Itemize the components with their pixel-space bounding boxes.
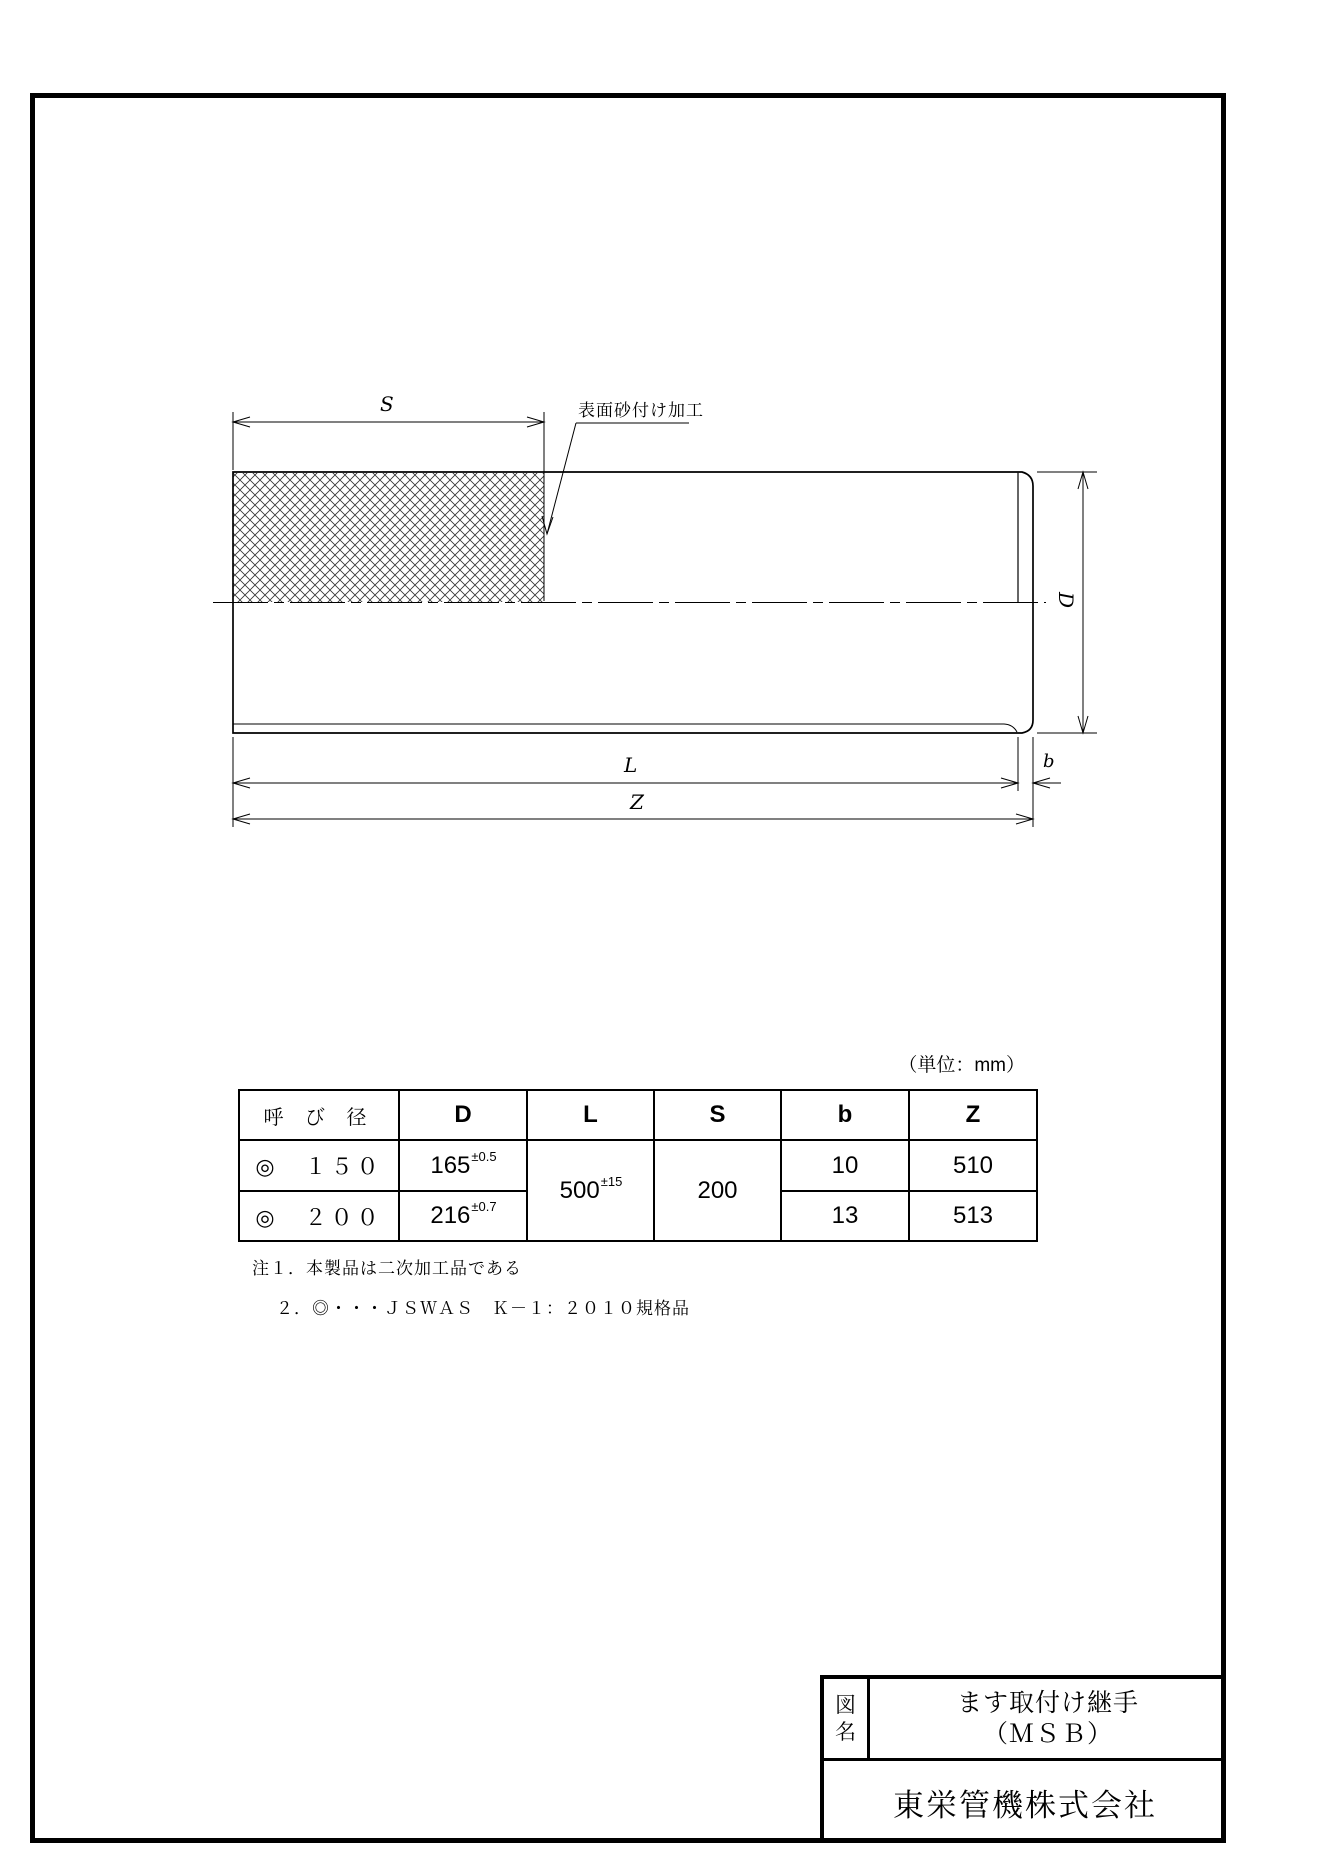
drawing-title-cell — [870, 1679, 1226, 1758]
company-name: 東栄管機株式会社 — [893, 1787, 1157, 1823]
cell-z-513: 513 — [909, 1191, 1037, 1241]
dimension-z — [233, 814, 1033, 824]
cell-b-10: 10 — [781, 1140, 909, 1191]
surface-treatment-note: 表面砂付け加工 — [578, 401, 704, 420]
inner-wall-line — [233, 724, 1017, 732]
cell-z-510: 510 — [909, 1140, 1037, 1191]
dim-label-s: S — [380, 392, 394, 416]
d-tolerance: ±0.7 — [471, 1199, 497, 1214]
l-value: 500 — [559, 1176, 600, 1204]
dim-label-b: b — [1043, 751, 1055, 772]
cell-b-13: 13 — [781, 1191, 909, 1241]
l-tolerance: ±15 — [600, 1173, 623, 1189]
col-header-size: 呼 び 径 — [239, 1090, 399, 1140]
dimension-b — [1033, 778, 1061, 788]
spec-table — [238, 1089, 1038, 1242]
drawing-name-label-cell — [824, 1679, 870, 1758]
cell-d-165 — [399, 1140, 527, 1191]
col-header-b: b — [781, 1090, 909, 1140]
sand-coating-hatch — [234, 473, 544, 602]
drawing-title-code: （ＭＳＢ） — [982, 1719, 1113, 1748]
cell-d-216 — [399, 1191, 527, 1241]
d-value: 216 — [430, 1202, 471, 1229]
col-header-l: L — [527, 1090, 654, 1140]
table-header-row — [239, 1090, 1037, 1140]
dim-label-z: Z — [630, 790, 644, 814]
cell-size-150: ◎ １５０ — [239, 1140, 399, 1191]
d-tolerance: ±0.5 — [471, 1148, 497, 1164]
note-1: 注１．本製品は二次加工品である — [252, 1259, 522, 1278]
dim-label-d: D — [1054, 591, 1079, 609]
col-header-s: S — [654, 1090, 781, 1140]
title-block — [820, 1675, 1226, 1843]
d-value: 165 — [430, 1151, 471, 1179]
drawing-title: ます取付け継手 — [956, 1688, 1139, 1717]
cell-s-200: 200 — [654, 1140, 781, 1241]
cell-l-500 — [527, 1140, 654, 1241]
dimension-l — [233, 778, 1018, 788]
note-2: ２．◎・・・ＪＳＷＡＳ Ｋ－１：２０１０規格品 — [276, 1299, 690, 1318]
surface-note-leader — [542, 423, 689, 534]
col-header-z: Z — [909, 1090, 1037, 1140]
title-block-top-row — [824, 1679, 1226, 1761]
dim-label-l: L — [624, 753, 638, 777]
unit-label: （単位：mm） — [898, 1055, 1025, 1076]
cell-size-200: ◎ ２００ — [239, 1191, 399, 1241]
drawing-name-label: 図名 — [835, 1693, 856, 1744]
col-header-d: D — [399, 1090, 527, 1140]
table-row — [239, 1140, 1037, 1191]
